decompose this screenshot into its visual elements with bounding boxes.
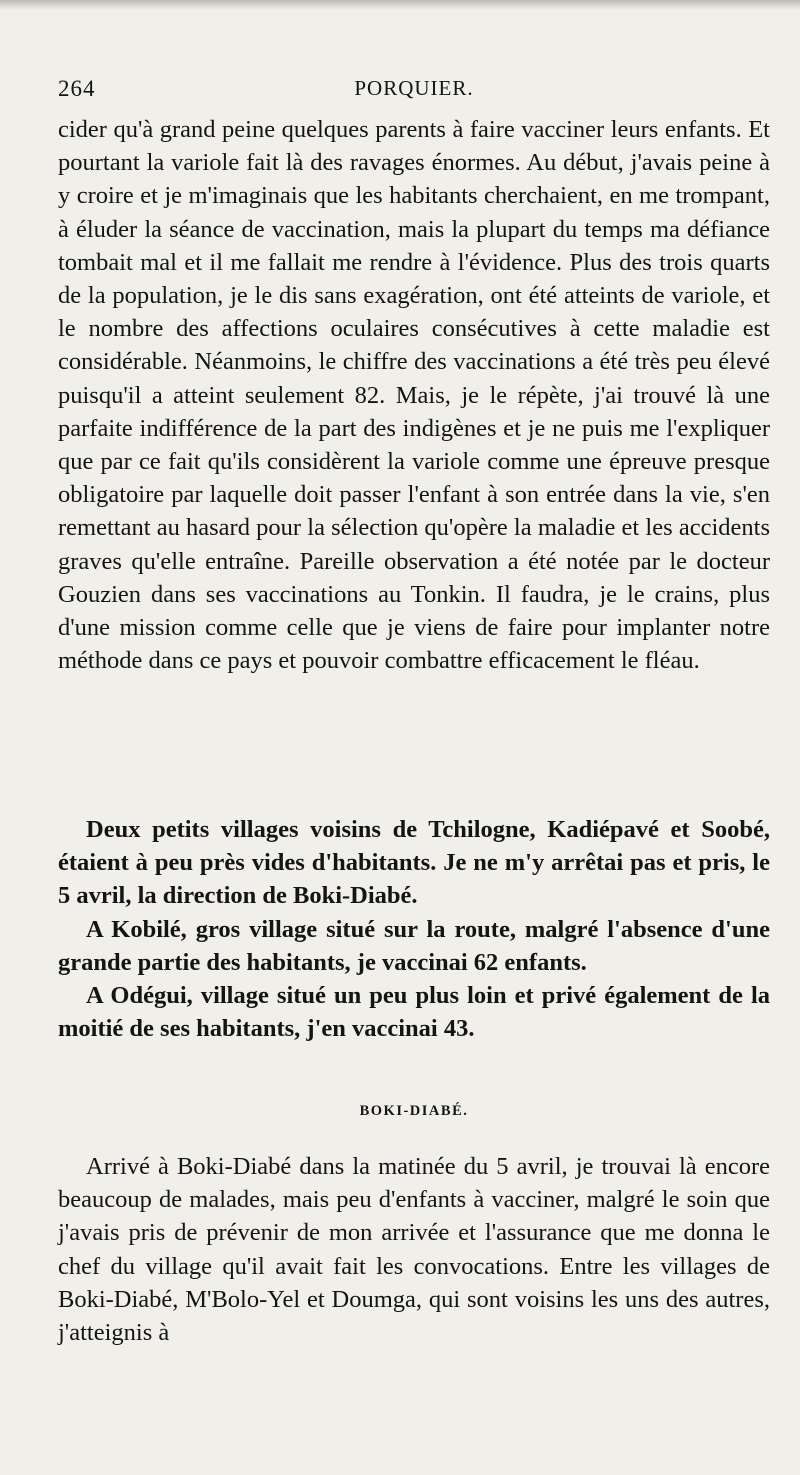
paragraph-boki-diabe: Arrivé à Boki-Diabé dans la matinée du 5 avril, je trouvai là encore beaucoup de malades, mais peu d'enfants à vacciner, malgré le soin que j'avais pris de prévenir de mon arrivée et l'assurance que me donna le chef du village qu'il avait fait les convocations. Entre les villages de Boki-Diabé, M'Bolo-Yel et Doumga, qui sont voisins les uns des autres, j'atteignis à xyxy=(58,1153,770,1347)
continuation-block xyxy=(58,113,770,677)
section-heading: BOKI-DIABÉ. xyxy=(359,1103,469,1119)
paragraph-villages: Deux petits villages voisins de Tchilogne, Kadiépavé et Soobé, étaient à peu près vides d'habitants. Je ne m'y arrêtai pas et pris, le 5 avril, la direction de Boki-Diabé. xyxy=(58,816,770,910)
section-block xyxy=(58,1150,770,1349)
page-number: 264 xyxy=(58,76,96,101)
running-head xyxy=(58,76,770,102)
paragraph-odegui: A Odégui, village situé un peu plus loin et privé également de la moitié de ses habitants, j'en vaccinai 43. xyxy=(58,982,770,1043)
page-top-edge xyxy=(0,0,800,10)
paragraph-kobile: A Kobilé, gros village situé sur la route, malgré l'absence d'une grande partie des habitants, je vaccinai 62 enfants. xyxy=(58,915,770,976)
paragraph-continuation: cider qu'à grand peine quelques parents à faire vacciner leurs enfants. Et pourtant la variole fait là des ravages énormes. Au début, j'avais peine à y croire et je m'imaginais que les habitants cherchaient, en me trompant, à éluder la séance de vaccination, mais la plupart du temps ma défiance tombait mal et il me fallait me rendre à l'évidence. Plus des trois quarts de la population, je le dis sans exagération, ont été atteints de variole, et le nombre des affections oculaires consécutives à cette maladie est considérable. Néanmoins, le chiffre des vaccinations a été très peu élevé puisqu'il a atteint seulement 82. Mais, je le répète, j'ai trouvé là une parfaite indifférence de la part des indigènes et je ne puis me l'expliquer que par ce fait qu'ils considèrent la variole comme une épreuve presque obligatoire par laquelle doit passer l'enfant à son entrée dans la vie, s'en remettant au hasard pour la sélection qu'opère la maladie et les accidents graves qu'elle entraîne. Pareille observation a été notée par le docteur Gouzien dans ses vaccinations au Tonkin. Il faudra, je le crains, plus d'une mission comme celle que je viens de faire pour implanter notre méthode dans ce pays et pouvoir combattre efficacement le fléau. xyxy=(58,116,770,675)
running-title: PORQUIER. xyxy=(354,76,474,100)
village-notes-block xyxy=(58,813,770,1045)
